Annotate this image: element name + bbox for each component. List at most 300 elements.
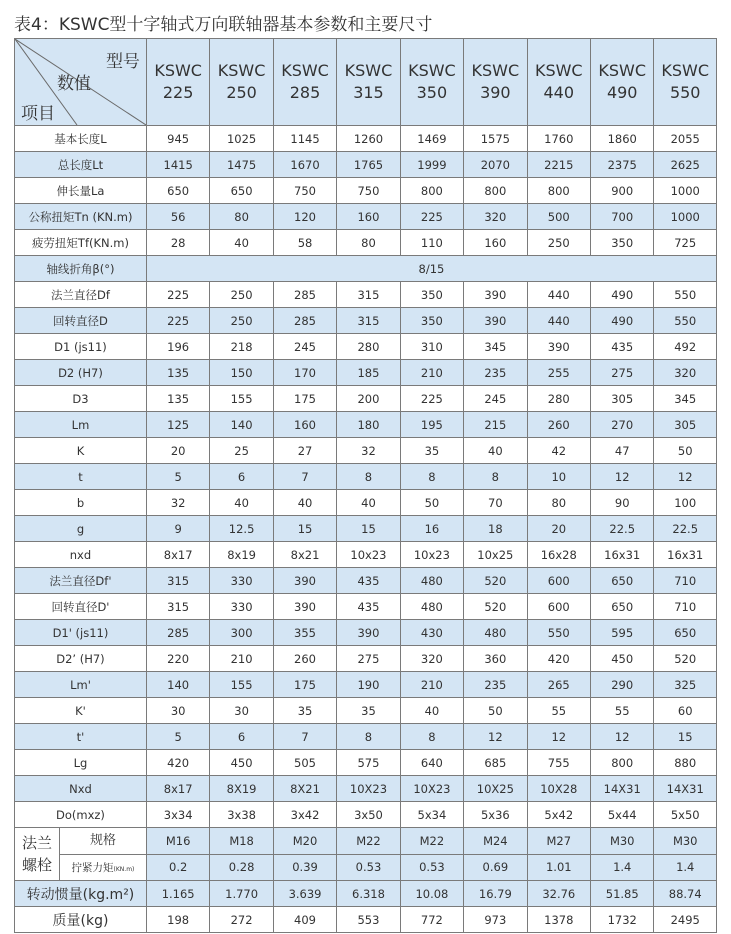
- value-cell: 285: [146, 620, 209, 646]
- value-cell: 260: [273, 646, 336, 672]
- value-cell: 1469: [400, 126, 463, 152]
- value-cell: 40: [210, 230, 273, 256]
- value-cell: 315: [146, 568, 209, 594]
- table-row: [15, 802, 717, 828]
- value-cell: 175: [273, 386, 336, 412]
- row-label: g: [15, 516, 147, 542]
- value-cell: 390: [273, 594, 336, 620]
- value-cell: 275: [591, 360, 654, 386]
- table-title: 表4：KSWC型十字轴式万向联轴器基本参数和主要尺寸: [14, 15, 433, 35]
- value-cell: 440: [527, 308, 590, 334]
- value-cell: 6: [210, 724, 273, 750]
- value-cell: 6: [210, 464, 273, 490]
- value-cell: 325: [654, 672, 717, 698]
- bolt-torque-value: 0.2: [146, 854, 209, 881]
- value-cell: 245: [464, 386, 527, 412]
- value-cell: 650: [210, 178, 273, 204]
- value-cell: 315: [337, 308, 400, 334]
- value-cell: 360: [464, 646, 527, 672]
- value-cell: 30: [210, 698, 273, 724]
- bolt-group-line1: 法兰: [21, 834, 52, 852]
- value-cell: 215: [464, 412, 527, 438]
- model-header-cell: [337, 39, 400, 126]
- model-size: 490: [606, 83, 638, 102]
- row-label: 回转直径D': [15, 594, 147, 620]
- value-cell: 10X23: [337, 776, 400, 802]
- row-label: 基本长度L: [15, 126, 147, 152]
- value-cell: 420: [146, 750, 209, 776]
- value-cell: 490: [591, 282, 654, 308]
- value-cell: 16: [400, 516, 463, 542]
- value-cell: 22.5: [591, 516, 654, 542]
- value-cell: 55: [527, 698, 590, 724]
- value-cell: 270: [591, 412, 654, 438]
- value-cell: 900: [591, 178, 654, 204]
- model-header-cell: [400, 39, 463, 126]
- row-label: nxd: [15, 542, 147, 568]
- value-cell: 218: [210, 334, 273, 360]
- value-cell: 80: [527, 490, 590, 516]
- row-label: t': [15, 724, 147, 750]
- table-row: [15, 698, 717, 724]
- value-cell: 27: [273, 438, 336, 464]
- bolt-torque-value: 0.39: [273, 854, 336, 881]
- value-cell: 1025: [210, 126, 273, 152]
- value-cell: 18: [464, 516, 527, 542]
- value-cell: 250: [210, 282, 273, 308]
- value-cell: 135: [146, 386, 209, 412]
- table-row: [15, 152, 717, 178]
- value-cell: 225: [400, 386, 463, 412]
- value-cell: 772: [400, 907, 463, 933]
- model-size: 550: [669, 83, 701, 102]
- value-cell: 160: [273, 412, 336, 438]
- value-cell: 180: [337, 412, 400, 438]
- value-cell: 750: [273, 178, 336, 204]
- table-row: [15, 126, 717, 152]
- bolt-torque-value: 1.4: [591, 854, 654, 881]
- value-cell: 10X28: [527, 776, 590, 802]
- value-cell: 10X25: [464, 776, 527, 802]
- value-cell: 315: [146, 594, 209, 620]
- value-cell: 280: [337, 334, 400, 360]
- value-cell: 42: [527, 438, 590, 464]
- row-label: D1' (js11): [15, 620, 147, 646]
- value-cell: 500: [527, 204, 590, 230]
- value-cell: 8X21: [273, 776, 336, 802]
- table-row: [15, 724, 717, 750]
- value-cell: 25: [210, 438, 273, 464]
- value-cell: 8: [400, 464, 463, 490]
- value-cell: 330: [210, 594, 273, 620]
- value-cell: 160: [337, 204, 400, 230]
- model-series: KSWC: [344, 61, 393, 80]
- value-cell: 505: [273, 750, 336, 776]
- table-row: [15, 308, 717, 334]
- value-cell: 235: [464, 672, 527, 698]
- value-cell: 250: [527, 230, 590, 256]
- table-row: [15, 620, 717, 646]
- value-cell: 12: [464, 724, 527, 750]
- value-cell: 2375: [591, 152, 654, 178]
- model-series: KSWC: [534, 61, 583, 80]
- value-cell: 12: [591, 464, 654, 490]
- corner-model-label: 型号: [105, 52, 140, 72]
- table-row: [15, 256, 717, 282]
- value-cell: 1999: [400, 152, 463, 178]
- value-cell: 100: [654, 490, 717, 516]
- table-row: [15, 334, 717, 360]
- value-cell: 435: [337, 594, 400, 620]
- row-label: Do(mxz): [15, 802, 147, 828]
- bolt-torque-label: 拧紧力矩: [71, 862, 114, 874]
- value-cell: 1760: [527, 126, 590, 152]
- value-cell: 700: [591, 204, 654, 230]
- value-cell: 50: [654, 438, 717, 464]
- value-cell: 58: [273, 230, 336, 256]
- value-cell: 40: [210, 490, 273, 516]
- value-cell: 305: [591, 386, 654, 412]
- value-cell: 435: [337, 568, 400, 594]
- value-cell: 390: [527, 334, 590, 360]
- value-cell: 32.76: [527, 881, 590, 907]
- bolt-group-line2: 螺栓: [21, 856, 52, 874]
- value-cell: 490: [591, 308, 654, 334]
- value-cell: 225: [146, 308, 209, 334]
- value-cell: 320: [464, 204, 527, 230]
- value-cell: 40: [464, 438, 527, 464]
- model-size: 350: [416, 83, 448, 102]
- model-size: 440: [543, 83, 575, 102]
- value-cell: 28: [146, 230, 209, 256]
- bolt-torque-value: 0.69: [464, 854, 527, 881]
- bolt-torque-value: 0.28: [210, 854, 273, 881]
- value-cell: 520: [464, 594, 527, 620]
- table-row: [15, 881, 717, 907]
- value-cell: 973: [464, 907, 527, 933]
- value-cell: 140: [146, 672, 209, 698]
- value-cell: 1860: [591, 126, 654, 152]
- corner-value-label: 数值: [57, 74, 91, 94]
- value-cell: 16x28: [527, 542, 590, 568]
- model-series: KSWC: [471, 61, 520, 80]
- value-cell: 10x23: [400, 542, 463, 568]
- value-cell: 3.639: [273, 881, 336, 907]
- value-cell: 390: [337, 620, 400, 646]
- value-cell: 190: [337, 672, 400, 698]
- table-row: [15, 490, 717, 516]
- value-cell: 320: [400, 646, 463, 672]
- corner-header-cell: [15, 39, 147, 126]
- value-cell: 7: [273, 464, 336, 490]
- value-cell: 155: [210, 386, 273, 412]
- value-cell: 265: [527, 672, 590, 698]
- value-cell: 1000: [654, 178, 717, 204]
- value-cell: 32: [146, 490, 209, 516]
- value-cell: 430: [400, 620, 463, 646]
- model-series: KSWC: [661, 61, 710, 80]
- table-row-bolt-spec: [15, 828, 717, 855]
- row-label: 总长度Lt: [15, 152, 147, 178]
- value-cell: 420: [527, 646, 590, 672]
- value-cell: 196: [146, 334, 209, 360]
- value-cell: 47: [591, 438, 654, 464]
- value-cell: 150: [210, 360, 273, 386]
- bolt-spec-value: M22: [337, 828, 400, 855]
- bolt-torque-value: 1.01: [527, 854, 590, 881]
- value-cell: 40: [400, 698, 463, 724]
- table-row: [15, 542, 717, 568]
- value-cell: 390: [464, 282, 527, 308]
- value-cell: 55: [591, 698, 654, 724]
- row-label: D2’ (H7): [15, 646, 147, 672]
- value-cell: 16.79: [464, 881, 527, 907]
- bolt-torque-unit: (KN.m): [113, 866, 135, 873]
- value-cell: 600: [527, 594, 590, 620]
- value-cell: 290: [591, 672, 654, 698]
- value-cell: 440: [527, 282, 590, 308]
- value-cell: 480: [464, 620, 527, 646]
- value-cell: 12: [591, 724, 654, 750]
- value-cell: 300: [210, 620, 273, 646]
- value-cell: 595: [591, 620, 654, 646]
- model-series: KSWC: [154, 61, 202, 80]
- value-cell: 1378: [527, 907, 590, 933]
- value-cell: 650: [146, 178, 209, 204]
- value-cell: 235: [464, 360, 527, 386]
- value-cell: 35: [337, 698, 400, 724]
- table-row: [15, 750, 717, 776]
- value-cell: 120: [273, 204, 336, 230]
- bolt-spec-value: M24: [464, 828, 527, 855]
- value-cell: 345: [654, 386, 717, 412]
- value-cell: 1670: [273, 152, 336, 178]
- value-cell: 435: [591, 334, 654, 360]
- bolt-spec-label: 规格: [60, 828, 146, 855]
- value-cell: 330: [210, 568, 273, 594]
- value-cell: 8x17: [146, 776, 209, 802]
- value-cell: 10X23: [400, 776, 463, 802]
- value-cell: 409: [273, 907, 336, 933]
- model-size: 250: [226, 83, 257, 102]
- value-cell: 350: [400, 282, 463, 308]
- value-cell: 10x23: [337, 542, 400, 568]
- value-cell: 550: [527, 620, 590, 646]
- table-row: [15, 568, 717, 594]
- value-cell: 175: [273, 672, 336, 698]
- value-cell: 305: [654, 412, 717, 438]
- value-cell: 275: [337, 646, 400, 672]
- model-header-cell: [210, 39, 273, 126]
- model-header-cell: [273, 39, 336, 126]
- value-cell: 600: [527, 568, 590, 594]
- value-cell: 492: [654, 334, 717, 360]
- value-cell: 51.85: [591, 881, 654, 907]
- value-cell: 710: [654, 594, 717, 620]
- value-cell: 5: [146, 724, 209, 750]
- value-cell: 450: [591, 646, 654, 672]
- bolt-spec-value: M22: [400, 828, 463, 855]
- value-cell: 200: [337, 386, 400, 412]
- table-row: [15, 230, 717, 256]
- value-cell: 210: [400, 360, 463, 386]
- value-cell: 245: [273, 334, 336, 360]
- value-cell: 15: [273, 516, 336, 542]
- table-row: [15, 412, 717, 438]
- value-cell: 2070: [464, 152, 527, 178]
- value-cell: 750: [337, 178, 400, 204]
- value-cell: 10.08: [400, 881, 463, 907]
- value-cell: 210: [210, 646, 273, 672]
- model-series: KSWC: [281, 61, 329, 80]
- value-cell: 725: [654, 230, 717, 256]
- value-cell: 170: [273, 360, 336, 386]
- value-cell: 1.770: [210, 881, 273, 907]
- value-cell: 20: [146, 438, 209, 464]
- model-header-cell: [527, 39, 590, 126]
- bolt-spec-value: M18: [210, 828, 273, 855]
- value-cell: 50: [400, 490, 463, 516]
- value-cell: 1732: [591, 907, 654, 933]
- header-row: [15, 39, 717, 126]
- table-row: [15, 516, 717, 542]
- value-cell: 1145: [273, 126, 336, 152]
- value-cell: 640: [400, 750, 463, 776]
- value-cell: 16x31: [591, 542, 654, 568]
- value-cell: 8: [400, 724, 463, 750]
- value-cell: 8x17: [146, 542, 209, 568]
- value-cell: 255: [527, 360, 590, 386]
- model-series: KSWC: [598, 61, 647, 80]
- value-cell: 155: [210, 672, 273, 698]
- row-label: 伸长量La: [15, 178, 147, 204]
- value-cell: 90: [591, 490, 654, 516]
- value-cell: 40: [273, 490, 336, 516]
- value-cell: 5x36: [464, 802, 527, 828]
- row-label: D1 (js11): [15, 334, 147, 360]
- value-cell: 800: [400, 178, 463, 204]
- value-cell: 350: [591, 230, 654, 256]
- model-size: 390: [480, 83, 511, 102]
- model-size: 225: [162, 83, 194, 102]
- value-cell: 1.165: [146, 881, 209, 907]
- value-cell: 520: [654, 646, 717, 672]
- bolt-spec-value: M20: [273, 828, 336, 855]
- bolt-torque-value: 1.4: [654, 854, 717, 881]
- value-cell: 8x21: [273, 542, 336, 568]
- value-cell: 88.74: [654, 881, 717, 907]
- value-cell: 285: [273, 282, 336, 308]
- value-cell: 50: [464, 698, 527, 724]
- row-label: D2 (H7): [15, 360, 147, 386]
- value-cell: 650: [654, 620, 717, 646]
- value-cell: 60: [654, 698, 717, 724]
- value-cell: 1575: [464, 126, 527, 152]
- value-cell: 35: [273, 698, 336, 724]
- value-cell: 390: [464, 308, 527, 334]
- value-cell: 355: [273, 620, 336, 646]
- value-cell: 480: [400, 594, 463, 620]
- value-cell: 3x34: [146, 802, 209, 828]
- value-cell: 480: [400, 568, 463, 594]
- row-label: Nxd: [15, 776, 147, 802]
- table-row: [15, 464, 717, 490]
- value-cell: 70: [464, 490, 527, 516]
- value-cell: 10x25: [464, 542, 527, 568]
- value-cell: 12: [527, 724, 590, 750]
- value-cell: 14X31: [654, 776, 717, 802]
- model-size: 285: [289, 83, 321, 102]
- value-cell: 5x44: [591, 802, 654, 828]
- value-cell: 185: [337, 360, 400, 386]
- value-cell: 30: [146, 698, 209, 724]
- value-cell: 2625: [654, 152, 717, 178]
- value-cell: 22.5: [654, 516, 717, 542]
- value-cell: 1260: [337, 126, 400, 152]
- value-cell: 14X31: [591, 776, 654, 802]
- value-cell: 800: [527, 178, 590, 204]
- value-cell: 575: [337, 750, 400, 776]
- corner-item-label: 项目: [21, 104, 55, 124]
- value-cell: 8x19: [210, 542, 273, 568]
- model-header-cell: [654, 39, 717, 126]
- bolt-torque-label-wrap: [60, 855, 146, 880]
- value-cell: 450: [210, 750, 273, 776]
- value-cell: 20: [527, 516, 590, 542]
- value-cell: 800: [591, 750, 654, 776]
- row-label: D3: [15, 386, 147, 412]
- row-label-inertia: 转动惯量(kg.m²): [15, 881, 147, 907]
- value-cell: 2215: [527, 152, 590, 178]
- parameter-table: [14, 38, 717, 933]
- value-cell: 210: [400, 672, 463, 698]
- value-cell: 5x50: [654, 802, 717, 828]
- value-cell: 7: [273, 724, 336, 750]
- row-label: 公称扭矩Tn (KN.m): [15, 204, 147, 230]
- value-cell: 710: [654, 568, 717, 594]
- value-cell: 225: [146, 282, 209, 308]
- value-cell: 8X19: [210, 776, 273, 802]
- value-cell: 225: [400, 204, 463, 230]
- value-cell: 260: [527, 412, 590, 438]
- model-header-cell: [146, 39, 209, 126]
- value-cell: 880: [654, 750, 717, 776]
- row-label: 法兰直径Df': [15, 568, 147, 594]
- value-cell: 3x50: [337, 802, 400, 828]
- bolt-spec-value: M30: [591, 828, 654, 855]
- value-cell: 8: [337, 464, 400, 490]
- value-cell: 125: [146, 412, 209, 438]
- row-label: 回转直径D: [15, 308, 147, 334]
- table-row: [15, 204, 717, 230]
- value-cell: 315: [337, 282, 400, 308]
- value-cell: 650: [591, 568, 654, 594]
- table-row: [15, 594, 717, 620]
- table-row: [15, 178, 717, 204]
- value-cell: 160: [464, 230, 527, 256]
- value-cell: 35: [400, 438, 463, 464]
- bolt-label-cell: [15, 828, 147, 881]
- value-cell: 800: [464, 178, 527, 204]
- value-cell: 220: [146, 646, 209, 672]
- table-row: [15, 672, 717, 698]
- value-cell: 285: [273, 308, 336, 334]
- value-cell: 3x38: [210, 802, 273, 828]
- bolt-spec-value: M27: [527, 828, 590, 855]
- value-cell: 135: [146, 360, 209, 386]
- value-cell: 1415: [146, 152, 209, 178]
- table-row: [15, 907, 717, 933]
